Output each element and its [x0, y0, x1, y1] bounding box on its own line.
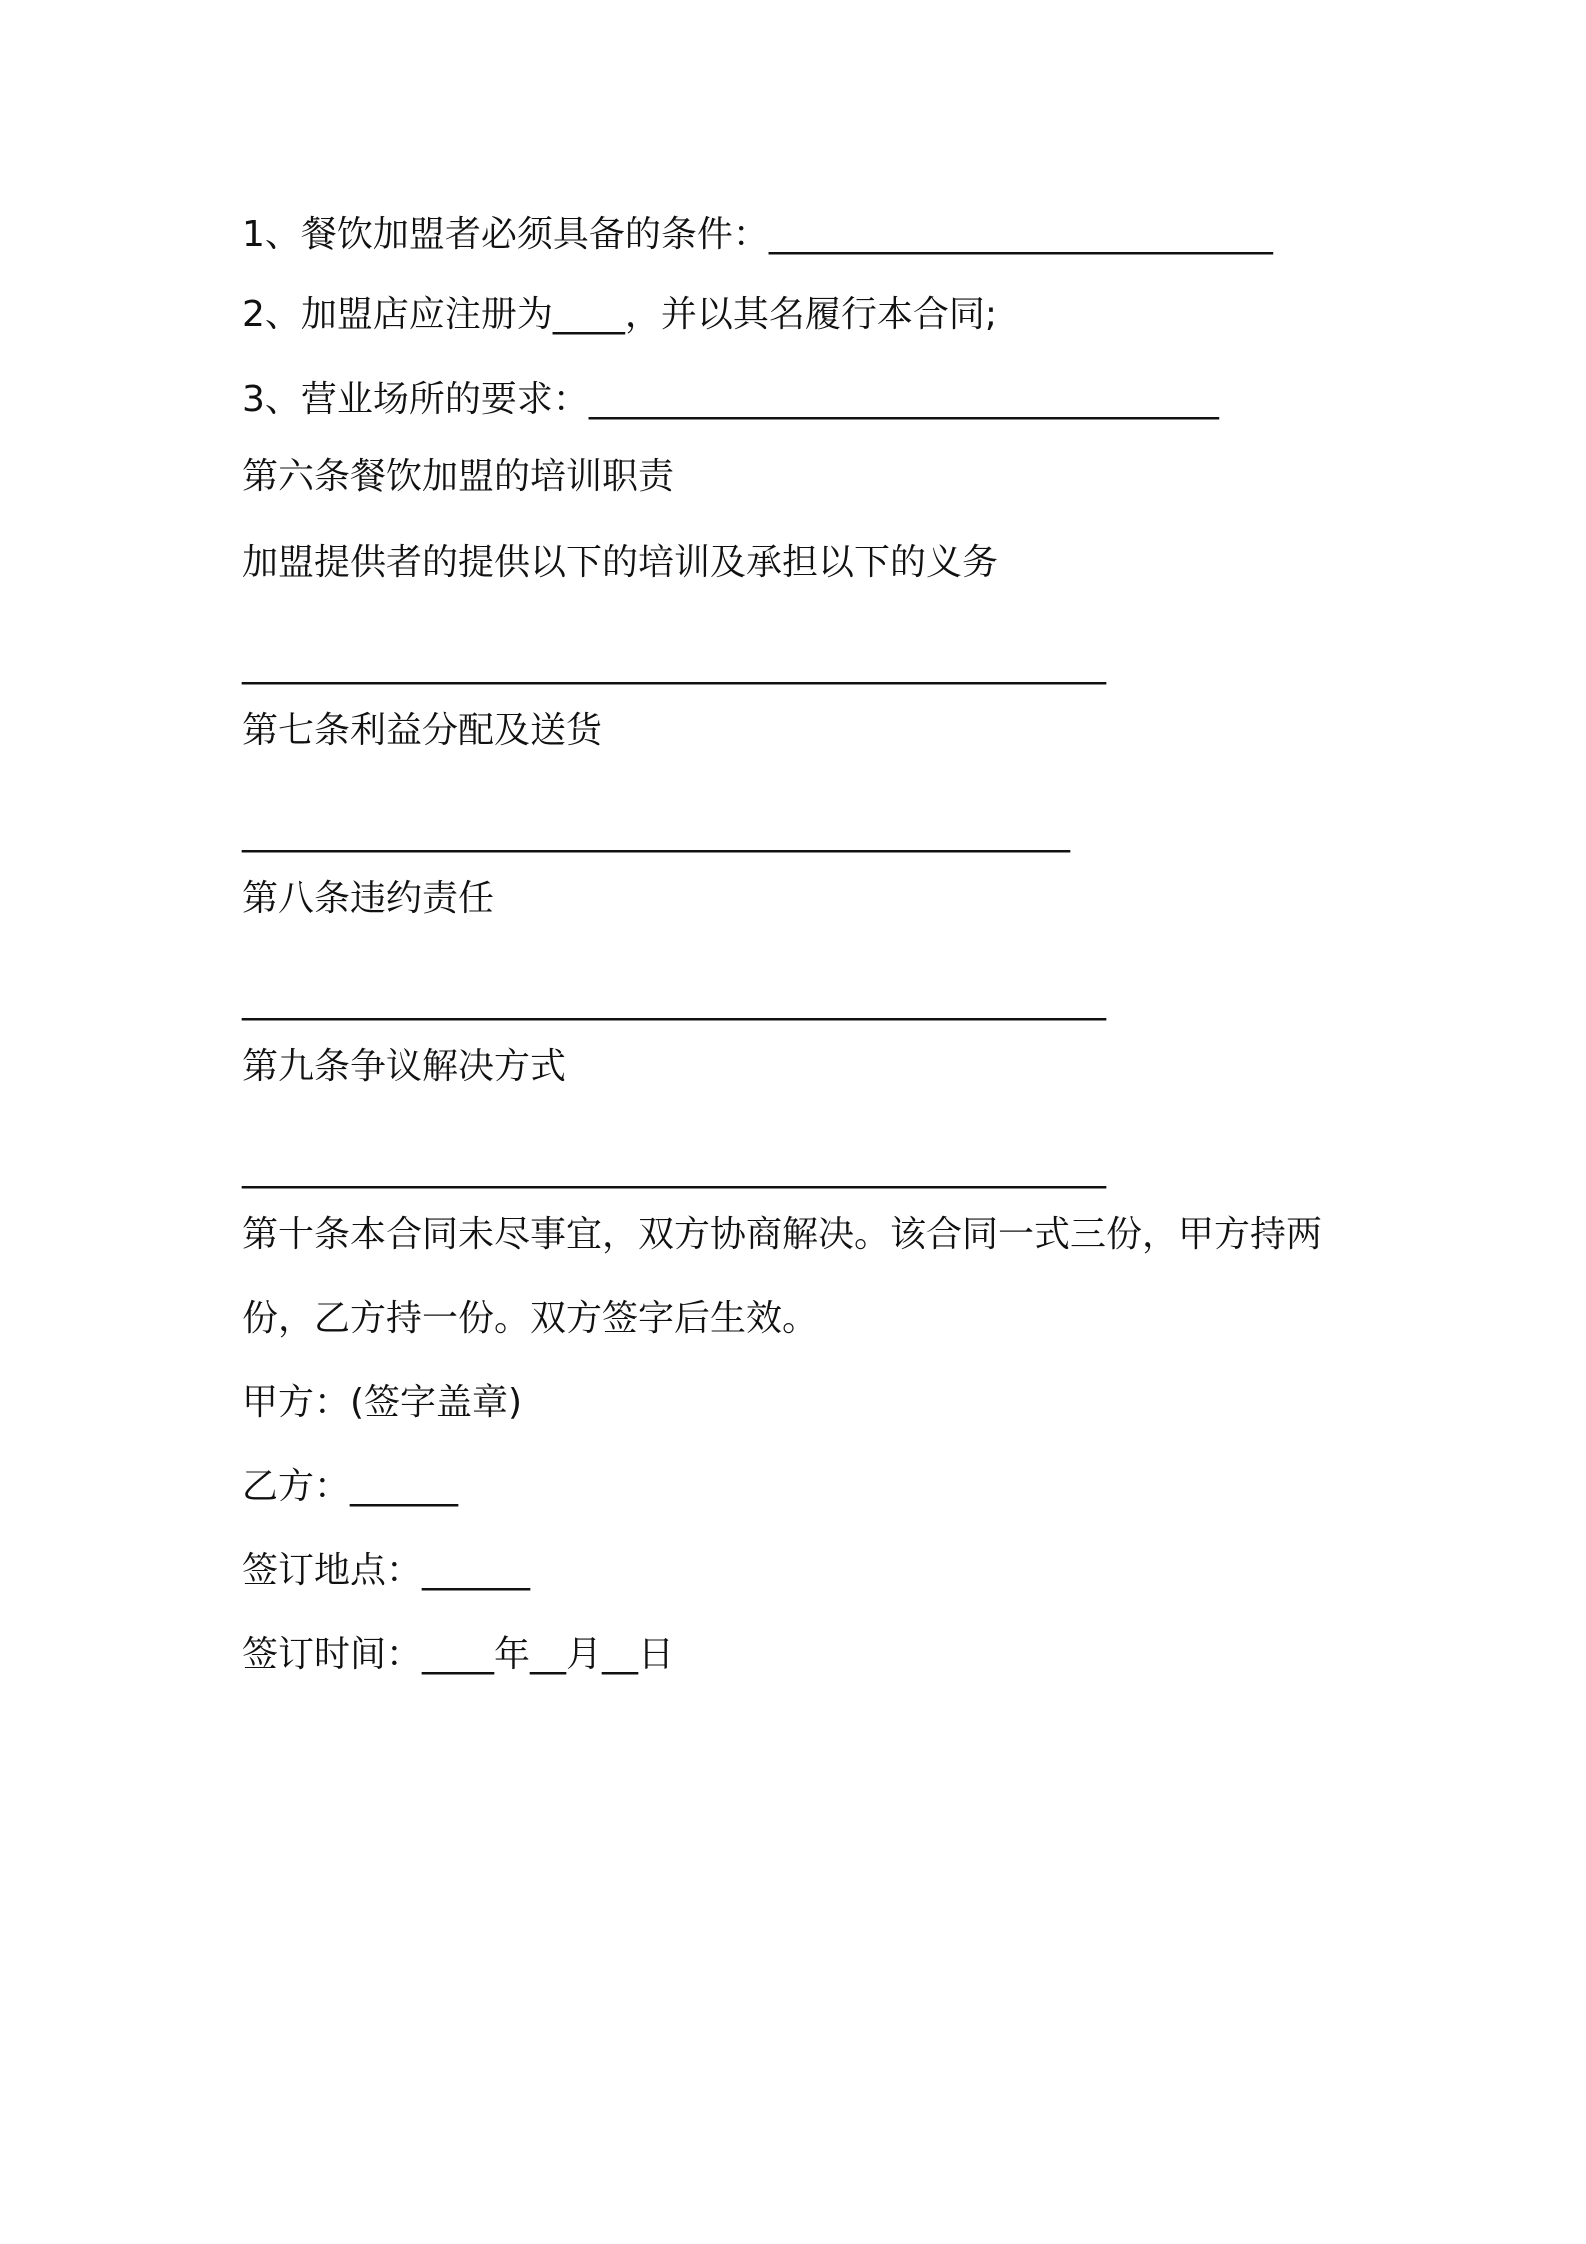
clause-item-1: 1、餐饮加盟者必须具备的条件：____________________________ [242, 214, 1273, 255]
article-10-line-2: 份，乙方持一份。双方签字后生效。 [242, 1298, 819, 1339]
signing-date: 签订时间：____年__月__日 [242, 1634, 675, 1675]
signing-place: 签订地点：______ [242, 1550, 531, 1591]
article-10-line-1: 第十条本合同未尽事宜，双方协商解决。该合同一式三份，甲方持两 [242, 1214, 1323, 1255]
signature-party-b: 乙方：______ [242, 1466, 459, 1507]
clause-item-2: 2、加盟店应注册为____，并以其名履行本合同; [242, 294, 998, 335]
clause-item-3: 3、营业场所的要求：___________________________________ [242, 379, 1219, 420]
article-9-title: 第九条争议解决方式 [242, 1046, 567, 1087]
article-6-title: 第六条餐饮加盟的培训职责 [242, 456, 675, 497]
article-8-blank: ________________________________________________ [242, 980, 1106, 1021]
signature-party-a: 甲方：(签字盖章) [242, 1382, 523, 1423]
article-9-blank: ________________________________________________ [242, 1148, 1106, 1189]
article-6-blank: ________________________________________________ [242, 644, 1106, 685]
article-7-blank: ______________________________________________ [242, 812, 1070, 853]
article-7-title: 第七条利益分配及送货 [242, 710, 603, 751]
article-6-body: 加盟提供者的提供以下的培训及承担以下的义务 [242, 542, 999, 583]
article-8-title: 第八条违约责任 [242, 878, 495, 919]
